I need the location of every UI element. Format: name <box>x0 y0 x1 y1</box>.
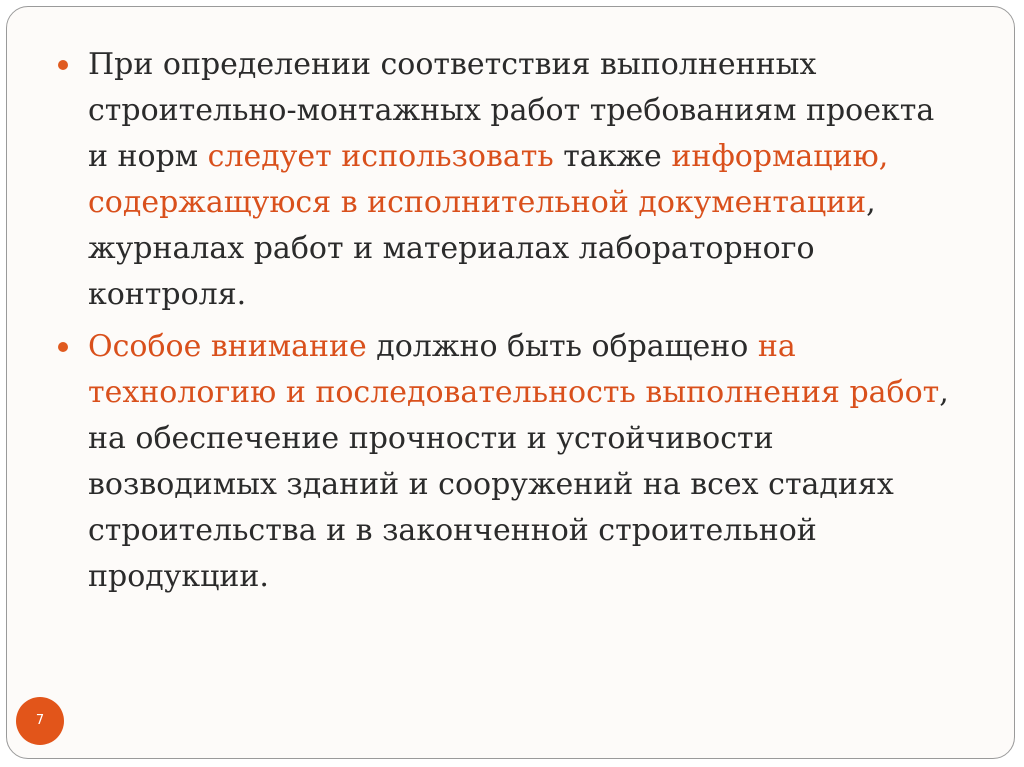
page-number-badge: 7 <box>16 697 64 745</box>
bullet-dot-icon <box>58 342 68 352</box>
bullet-item-2 <box>58 324 958 600</box>
highlight-segment: информацию, содержащуюся в исполнительной документации <box>88 139 889 220</box>
text-segment: должно быть обращено <box>366 329 758 364</box>
highlight-segment: на технологию и последовательность выполнения работ <box>88 329 940 410</box>
text-segment: При определении соответствия выполненных строительно-монтажных работ требованиям проекта и норм <box>88 47 935 174</box>
text-segment: также <box>553 139 672 174</box>
bullet-item-1 <box>58 42 958 318</box>
text-segment: , журналах работ и материалах лабораторного контроля. <box>88 185 876 312</box>
highlight-segment: Особое внимание <box>88 329 367 364</box>
highlight-segment: следует использовать <box>207 139 554 174</box>
text-segment: , на обеспечение прочности и устойчивости возводимых зданий и сооружений на всех стадиях строительства и в законченной строительной продукции. <box>88 375 949 594</box>
slide-content <box>58 42 958 606</box>
bullet-dot-icon <box>58 60 68 70</box>
